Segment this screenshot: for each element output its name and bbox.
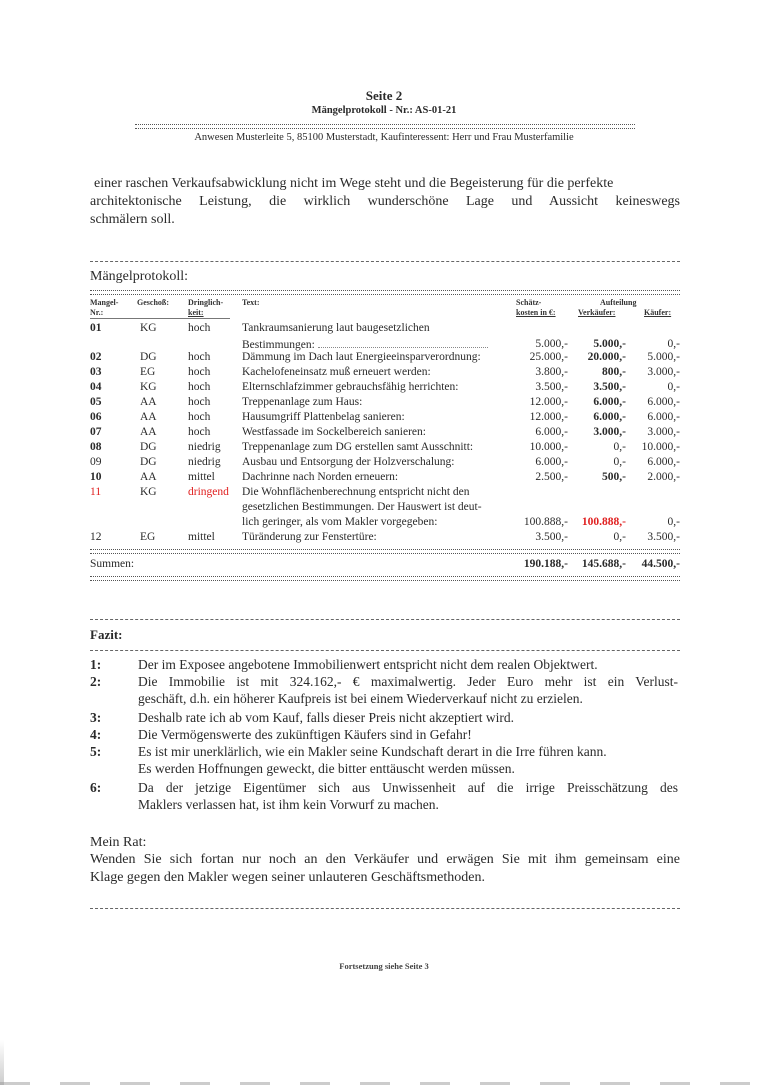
col-header-nr: Mangel- Nr.: — [90, 298, 119, 317]
divider — [90, 908, 680, 909]
table-row: 02 DG hoch Dämmung im Dach laut Energieeinsparverordnung: 25.000,- 20.000,- 5.000,- — [90, 351, 680, 363]
fazit-title: Fazit: — [90, 627, 123, 642]
col-header-kaeufer: Käufer: — [644, 308, 672, 317]
col-header-dringlichkeit: Dringlich- keit: — [188, 298, 224, 317]
advice-line-1: Wenden Sie sich fortan nur noch an den Verkäufer und erwägen Sie mit ihm gemeinsam eine — [90, 852, 680, 867]
divider — [90, 549, 680, 554]
intro-line-3: schmälern soll. — [90, 212, 175, 227]
divider — [90, 290, 680, 295]
document-subtitle: Mängelprotokoll - Nr.: AS-01-21 — [311, 105, 457, 116]
table-row: 09 DG niedrig Ausbau und Entsorgung der Holzverschalung: 6.000,- 0,- 6.000,- — [90, 456, 680, 468]
continuation-note: Fortsetzung siehe Seite 3 — [339, 961, 429, 971]
advice-line-2: Klage gegen den Makler wegen seiner unlauteren Geschäftsmethoden. — [90, 870, 485, 885]
protocol-title: Mängelprotokoll: — [90, 269, 188, 284]
col-header-verkaeufer: Verkäufer: — [578, 308, 616, 317]
address-line: Anwesen Musterleite 5, 85100 Musterstadt, Kaufinteressent: Herr und Frau Musterfamilie — [194, 132, 574, 143]
col-header-text: Text: — [242, 298, 260, 307]
divider — [90, 650, 680, 651]
table-row: 06 AA hoch Hausumgriff Plattenbelag sanieren: 12.000,- 6.000,- 6.000,- — [90, 411, 680, 423]
table-row: 05 AA hoch Treppenanlage zum Haus: 12.000,- 6.000,- 6.000,- — [90, 396, 680, 408]
divider — [90, 261, 680, 262]
table-row: 03 EG hoch Kachelofeneinsatz muß erneuert werden: 3.800,- 800,- 3.000,- — [90, 366, 680, 378]
page-number: Seite 2 — [365, 88, 403, 103]
scan-edge — [0, 1040, 4, 1085]
table-row: 08 DG niedrig Treppenanlage zum DG erstellen samt Ausschnitt: 10.000,- 0,- 10.000,- — [90, 441, 680, 453]
table-row-continuation: gesetzlichen Bestimmungen. Der Hauswert ist deut- — [242, 501, 482, 513]
table-row-continuation: lich geringer, als vom Makler vorgegeben: 100.888,- 100.888,- 0,- — [242, 516, 680, 528]
table-row: 07 AA hoch Westfassade im Sockelbereich sanieren: 6.000,- 3.000,- 3.000,- — [90, 426, 680, 438]
divider — [90, 576, 680, 581]
table-row: Bestimmungen: 5.000,- 5.000,- 0,- — [242, 338, 680, 351]
header-divider — [135, 124, 635, 129]
divider — [90, 619, 680, 620]
col-header-aufteilung: Aufteilung — [600, 298, 637, 307]
table-row: 12 EG mittel Türänderung zur Fenstertüre: 3.500,- 0,- 3.500,- — [90, 531, 680, 543]
sum-row: Summen: 190.188,- 145.688,- 44.500,- — [90, 558, 680, 570]
col-header-geschoss: Geschoß: — [137, 298, 169, 307]
table-row-highlighted: 11 KG dringend Die Wohnflächenberechnung entspricht nicht den — [90, 486, 470, 498]
table-row: 10 AA mittel Dachrinne nach Norden erneuern: 2.500,- 500,- 2.000,- — [90, 471, 680, 483]
header-underline — [90, 318, 230, 319]
advice-title: Mein Rat: — [90, 835, 147, 850]
intro-line-2: architektonische Leistung, die wirklich wunderschöne Lage und Aussicht keineswegs — [90, 194, 680, 209]
table-row: 04 KG hoch Elternschlafzimmer gebrauchsfähig herrichten: 3.500,- 3.500,- 0,- — [90, 381, 680, 393]
table-row: 01 KG hoch Tankraumsanierung laut baugesetzlichen — [90, 322, 430, 334]
intro-paragraph — [90, 175, 680, 229]
intro-line-1: einer raschen Verkaufsabwicklung nicht im Wege steht und die Begeisterung für die perfekte — [94, 176, 614, 191]
col-header-schaetzkosten: Schätz- kosten in €: — [516, 298, 556, 317]
